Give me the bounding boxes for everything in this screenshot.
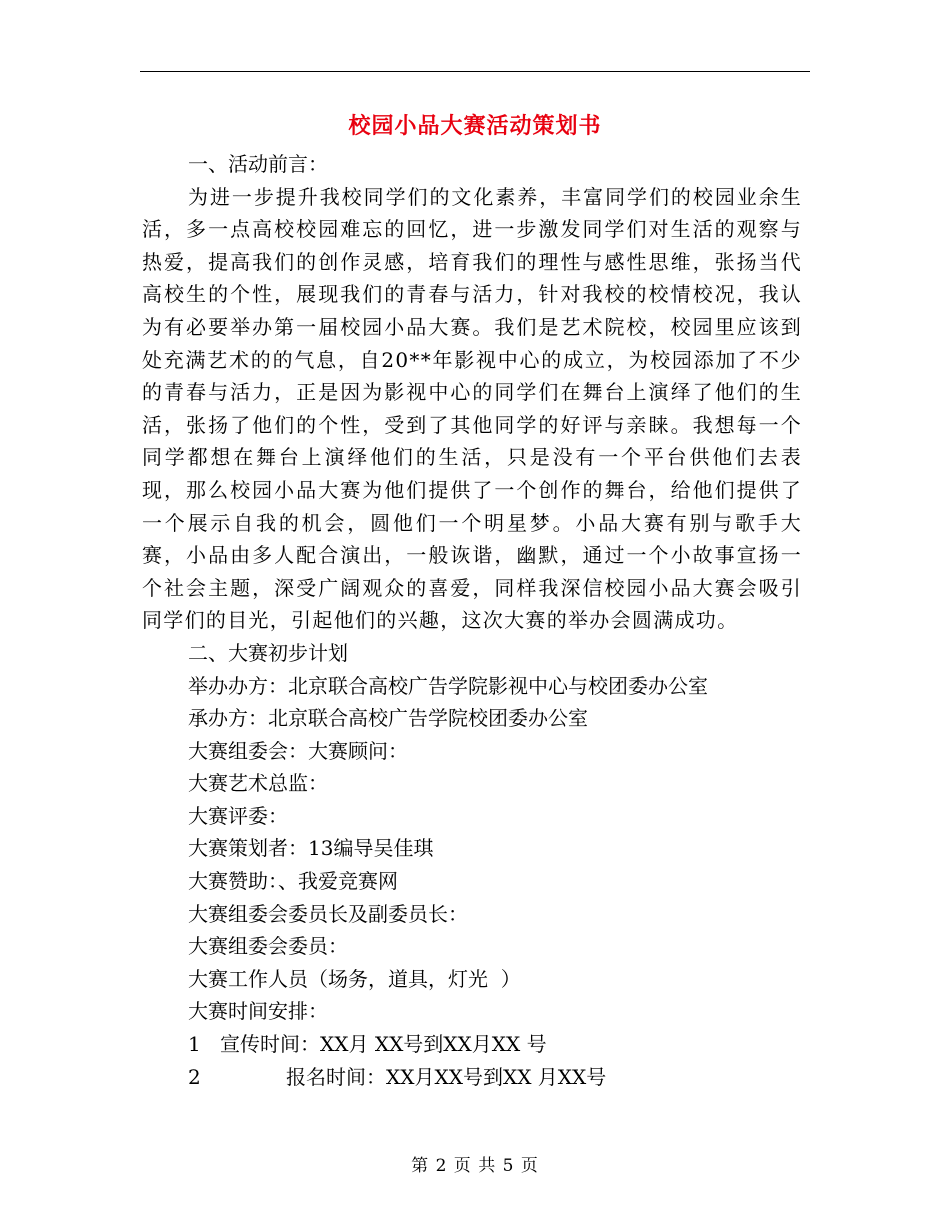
schedule-number: 2	[188, 1064, 201, 1089]
schedule-item	[142, 1028, 802, 1061]
plan-members: 大赛组委会委员：	[188, 934, 348, 959]
section-heading-preface: 一、活动前言：	[188, 152, 328, 176]
document-title: 校园小品大赛活动策划书	[348, 113, 602, 139]
schedule-number: 1	[188, 1032, 201, 1057]
preface-paragraph: 为进一步提升我校同学们的文化素养，丰富同学们的校园业余生活，多一点高校校园难忘的回忆，进一步激发同学们对生活的观察与热爱，提高我们的创作灵感，培育我们的理性与感性思维，张扬当代高校生的个性，展现我们的青春与活力，针对我校的校情校况，我认为有必要举办第一届校园小品大赛。我们是艺术院校，校园里应该到处充满艺术的的气息，自20**年影视中心的成立，为校园添加了不少的青春与活力，正是因为影视中心的同学们在舞台上演绎了他们的生活，张扬了他们的个性，受到了其他同学的好评与亲睐。我想每一个同学都想在舞台上演绎他们的生活，只是没有一个平台供他们去表现，那么校园小品大赛为他们提供了一个创作的舞台，给他们提供了一个展示自我的机会，圆他们一个明星梦。小品大赛有别与歌手大赛，小品由多人配合演出，一般诙谐，幽默，通过一个小故事宣扬一个社会主题，深受广阔观众的喜爱，同样我深信校园小品大赛会吸引同学们的目光，引起他们的兴趣，这次大赛的举办会圆满成功。	[142, 184, 802, 633]
plan-art-director: 大赛艺术总监：	[188, 771, 328, 796]
plan-sponsor: 大赛赞助：、我爱竞赛网	[188, 869, 398, 894]
document-body	[142, 148, 802, 1093]
plan-planner: 大赛策划者：13编导吴佳琪	[188, 836, 434, 861]
header-rule	[140, 71, 810, 72]
schedule-text: 报名时间：XX月XX号到XX 月XX号	[286, 1064, 607, 1089]
schedule-item	[142, 1061, 802, 1094]
plan-organizer: 举办办方：北京联合高校广告学院影视中心与校团委办公室	[188, 673, 708, 698]
page-number: 第 2 页 共 5 页	[411, 1156, 539, 1176]
plan-host: 承办方：北京联合高校广告学院校团委办公室	[188, 706, 588, 731]
plan-chairs: 大赛组委会委员长及副委员长：	[188, 901, 468, 926]
plan-committee: 大赛组委会：大赛顾问：	[188, 738, 408, 763]
plan-schedule-heading: 大赛时间安排：	[188, 999, 328, 1024]
plan-judges: 大赛评委：	[188, 803, 288, 828]
schedule-text: 宣传时间：XX月 XX号到XX月XX 号	[220, 1032, 547, 1057]
section-heading-plan: 二、大赛初步计划	[188, 640, 348, 665]
plan-staff: 大赛工作人员（场务，道具，灯光 ）	[188, 966, 521, 991]
